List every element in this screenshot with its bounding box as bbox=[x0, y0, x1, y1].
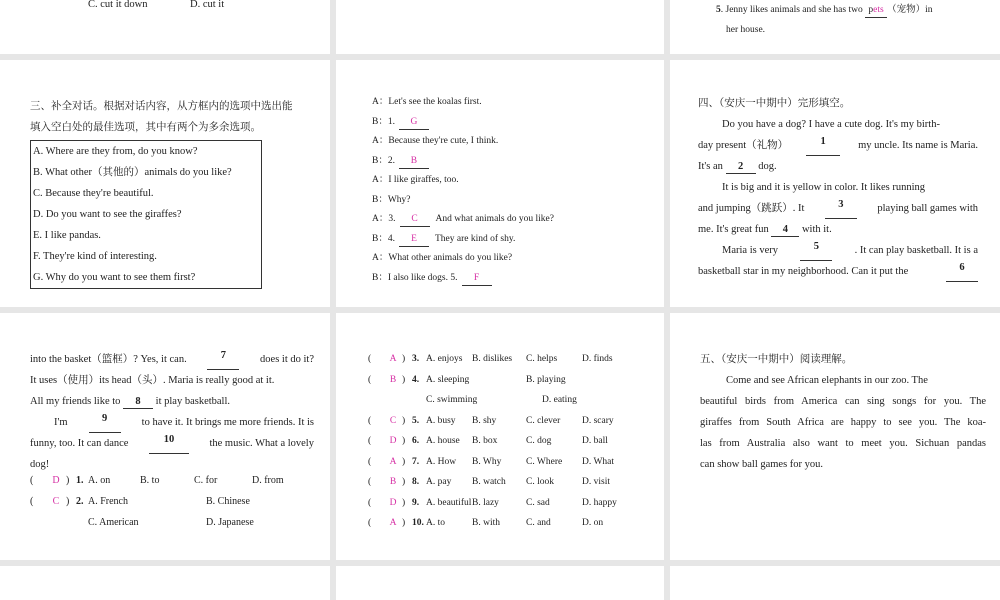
dialogue-text: B：4. bbox=[372, 233, 395, 244]
dialogue-text: And what animals do you like? bbox=[435, 214, 554, 224]
question-6: ( D ) 6. A. house B. box C. dog D. ball bbox=[368, 431, 617, 452]
answer-blank: F bbox=[462, 272, 492, 286]
question-number: 7. bbox=[412, 456, 420, 467]
dialogue-text: A：I like giraffes, too. bbox=[372, 175, 459, 185]
answer-blank: B bbox=[399, 155, 429, 169]
blank-5: 5 bbox=[800, 240, 832, 261]
option-b: B. watch bbox=[472, 477, 506, 487]
dialogue-text: B：1. bbox=[372, 116, 395, 127]
option-b: B. Why bbox=[472, 456, 502, 467]
question-number: 4. bbox=[412, 374, 420, 385]
question-7: ( A ) 7. A. How B. Why C. Where D. What bbox=[368, 452, 617, 473]
reading-line: las from Australia also want to meet you. Sichuan pandas bbox=[700, 438, 986, 449]
reading-title: 五、（安庆一中期中）阅读理解。 bbox=[700, 353, 853, 365]
option-b: B. to bbox=[140, 475, 160, 486]
question-2: ( C ) 2. A. French B. Chinese C. American D. Japanese bbox=[30, 491, 254, 533]
option-a: A. beautiful bbox=[426, 497, 472, 508]
option-a: A. busy bbox=[426, 415, 456, 426]
cloze-line: day present（礼物） 1 my uncle. Its name is Maria. bbox=[698, 135, 978, 156]
question-10: ( A ) 10. A. to B. with C. and D. on bbox=[368, 513, 617, 534]
question-number: 2. bbox=[76, 496, 84, 507]
reading-line: can show ball games for you. bbox=[700, 459, 824, 470]
question-number: 6. bbox=[412, 436, 420, 446]
option-b: B. shy bbox=[472, 415, 497, 426]
page-reading bbox=[670, 313, 1000, 560]
blank-3: 3 bbox=[825, 198, 857, 219]
option-d: D. scary bbox=[582, 415, 614, 426]
options-box bbox=[30, 140, 262, 289]
blank-7: 7 bbox=[207, 349, 239, 370]
option-b: B. box bbox=[472, 436, 498, 446]
item-number: 5 bbox=[716, 5, 721, 15]
item-text: . Jenny likes animals and she has two bbox=[720, 5, 866, 15]
option-d: D. Japanese bbox=[206, 517, 254, 528]
reading-line: Come and see African elephants in our zoo. The bbox=[726, 375, 928, 386]
cloze-line: I'm 9 to have it. It brings me more friends. It is bbox=[30, 412, 314, 433]
question-1: ( D ) 1. A. on B. to C. for D. from bbox=[30, 470, 284, 491]
page-top-left bbox=[0, 0, 330, 54]
cloze-line: into the basket（篮框）? Yes, it can. 7 does it do it? bbox=[30, 349, 314, 370]
question-number: 9. bbox=[412, 497, 420, 508]
dialogue-line bbox=[372, 269, 554, 289]
option-d: D. on bbox=[582, 518, 604, 528]
option-d: D. Do you want to see the giraffes? bbox=[33, 209, 182, 220]
dialogue-lines bbox=[372, 93, 554, 288]
word-prefix: p bbox=[868, 5, 874, 15]
question-3: ( A ) 3. A. enjoys B. dislikes C. helps D. finds bbox=[368, 349, 617, 370]
blank-10: 10 bbox=[149, 433, 189, 454]
dialogue-text: A：Let's see the koalas first. bbox=[372, 97, 482, 107]
answer: C bbox=[389, 415, 397, 426]
option-a: A. Where are they from, do you know? bbox=[33, 146, 198, 157]
answer: D bbox=[389, 436, 397, 446]
option-d: D. finds bbox=[582, 354, 613, 364]
page-dialogue-options bbox=[0, 60, 330, 307]
option-g: G. Why do you want to see them first? bbox=[33, 272, 196, 283]
dialogue-line bbox=[372, 230, 554, 250]
option-a: A. sleeping bbox=[426, 374, 470, 385]
dialogue-line bbox=[372, 191, 554, 211]
page-bottom-left bbox=[0, 566, 330, 600]
blank-2: 2 bbox=[726, 160, 756, 174]
page-top-middle bbox=[336, 0, 664, 54]
option-e: E. I like pandas. bbox=[33, 230, 101, 241]
option-a: A. to bbox=[426, 518, 445, 528]
dialogue-text: A：What other animals do you like? bbox=[372, 253, 513, 263]
option-b: B. with bbox=[472, 518, 500, 528]
options-row bbox=[88, 0, 224, 15]
cloze-line: Do you have a dog? I have a cute dog. It's my birth- bbox=[722, 119, 940, 130]
cloze-line: me. It's great fun 4 with it. bbox=[698, 224, 832, 235]
section-title-line1: 三、补全对话。根据对话内容，从方框内的选项中选出能 bbox=[30, 100, 293, 112]
option-f: F. They're kind of interesting. bbox=[33, 251, 157, 262]
cloze-line: and jumping（跳跃）. It 3 playing ball games with bbox=[698, 198, 978, 219]
cloze-line: basketball star in my neighborhood. Can it put the 6 bbox=[698, 261, 978, 282]
cloze-line: It is big and it is yellow in color. It likes running bbox=[722, 182, 925, 193]
reading-line: beautiful birds from America can sing songs for you. The bbox=[700, 396, 986, 407]
page-cloze-continued bbox=[0, 313, 330, 560]
blank-4: 4 bbox=[771, 223, 799, 237]
answer: A bbox=[389, 354, 397, 364]
dialogue-line bbox=[372, 210, 554, 230]
blank-8: 8 bbox=[123, 395, 153, 409]
option-a: A. house bbox=[426, 436, 460, 446]
section-title-line2: 填入空白处的最佳选项，其中有两个为多余选项。 bbox=[30, 121, 261, 133]
option-b: B. lazy bbox=[472, 497, 499, 508]
answer: B bbox=[389, 477, 397, 487]
option-b: B. playing bbox=[526, 374, 566, 385]
option-c: C. helps bbox=[526, 354, 558, 364]
question-number: 8. bbox=[412, 477, 420, 487]
cloze-line: All my friends like to 8 it play basketball. bbox=[30, 396, 231, 407]
question-8: ( B ) 8. A. pay B. watch C. look D. visit bbox=[368, 472, 617, 493]
option-b: B. What other（其他的）animals do you like? bbox=[33, 167, 232, 178]
cloze-line: It's an 2 dog. bbox=[698, 161, 777, 172]
question-9: ( D ) 9. A. beautiful B. lazy C. sad D. happy bbox=[368, 493, 617, 514]
question-number: 3. bbox=[412, 354, 420, 364]
page-top-right bbox=[670, 0, 1000, 54]
dialogue-line bbox=[372, 113, 554, 133]
option-d: D. ball bbox=[582, 436, 608, 446]
answer-blank: G bbox=[399, 116, 429, 130]
option-a: A. enjoys bbox=[426, 354, 463, 364]
answer-blank: E bbox=[399, 233, 429, 247]
answer: B bbox=[389, 374, 397, 385]
dialogue-line bbox=[372, 132, 554, 152]
cloze-line: It uses（使用）its head（头）. Maria is really good at it. bbox=[30, 375, 275, 386]
question-4-row2 bbox=[368, 390, 617, 411]
question-list bbox=[368, 349, 617, 534]
question-5: ( C ) 5. A. busy B. shy C. clever D. scary bbox=[368, 411, 617, 432]
answer: C bbox=[52, 496, 60, 507]
option-d: D. cut it bbox=[190, 0, 225, 10]
page-bottom-middle bbox=[336, 566, 664, 600]
option-c: C. and bbox=[526, 518, 551, 528]
option-d: D. visit bbox=[582, 477, 610, 487]
answer: D bbox=[52, 475, 60, 486]
answer: D bbox=[389, 497, 397, 508]
page-dialogue bbox=[336, 60, 664, 307]
dialogue-text: B：Why? bbox=[372, 194, 411, 205]
answer-blank: C bbox=[400, 213, 430, 227]
option-c: C. clever bbox=[526, 415, 561, 426]
option-d: D. from bbox=[252, 475, 284, 486]
option-c: C. American bbox=[88, 517, 139, 528]
blank-1: 1 bbox=[806, 135, 840, 156]
answer-fill: ets bbox=[873, 5, 884, 15]
dialogue-text: They are kind of shy. bbox=[434, 233, 516, 244]
question-number: 10. bbox=[412, 518, 424, 528]
item-5-line2: her house. bbox=[726, 25, 766, 35]
option-b: B. Chinese bbox=[206, 496, 250, 507]
dialogue-line bbox=[372, 93, 554, 113]
option-c: C. Where bbox=[526, 456, 563, 467]
cloze-title: 四、（安庆一中期中）完形填空。 bbox=[698, 97, 851, 109]
dialogue-text: B：2. bbox=[372, 155, 395, 166]
question-number: 1. bbox=[76, 475, 84, 486]
page-choices bbox=[336, 313, 664, 560]
page-bottom-right bbox=[670, 566, 1000, 600]
option-d: D. What bbox=[582, 456, 615, 467]
question-number: 5. bbox=[412, 415, 420, 426]
cloze-line: funny, too. It can dance 10 the music. What a lovely bbox=[30, 433, 314, 454]
cloze-line: Maria is very 5 . It can play basketball. It is a bbox=[698, 240, 978, 261]
dialogue-text: A：Because they're cute, I think. bbox=[372, 136, 499, 146]
option-c: C. for bbox=[194, 475, 218, 486]
option-c: C. sad bbox=[526, 497, 550, 508]
option-c: C. swimming bbox=[426, 395, 478, 405]
option-c: C. Because they're beautiful. bbox=[33, 188, 154, 199]
answer: A bbox=[389, 518, 397, 528]
option-c: C. look bbox=[526, 477, 554, 487]
dialogue-line bbox=[372, 152, 554, 172]
dialogue-line bbox=[372, 249, 554, 269]
page-cloze bbox=[670, 60, 1000, 307]
dialogue-text: B：I also like dogs. 5. bbox=[372, 272, 458, 283]
option-a: A. on bbox=[88, 475, 111, 486]
option-a: A. How bbox=[426, 456, 457, 467]
dialogue-line bbox=[372, 171, 554, 191]
blank-9: 9 bbox=[89, 412, 121, 433]
option-a: A. pay bbox=[426, 477, 452, 487]
cloze-line: dog! bbox=[30, 459, 50, 470]
question-4: ( B ) 4. A. sleeping B. playing bbox=[368, 370, 617, 391]
option-d: D. happy bbox=[582, 497, 617, 508]
option-a: A. French bbox=[88, 496, 128, 507]
option-c: C. cut it down bbox=[88, 0, 148, 10]
dialogue-text: A：3. bbox=[372, 214, 396, 224]
option-d: D. eating bbox=[542, 395, 577, 405]
option-c: C. dog bbox=[526, 436, 552, 446]
chinese-hint: （宠物）in bbox=[887, 5, 933, 15]
item-5-line bbox=[716, 0, 932, 21]
answer: A bbox=[389, 456, 397, 467]
reading-line: giraffes from South Africa are happy to see you. The koa- bbox=[700, 417, 986, 428]
option-b: B. dislikes bbox=[472, 354, 513, 364]
blank-6: 6 bbox=[946, 261, 978, 282]
